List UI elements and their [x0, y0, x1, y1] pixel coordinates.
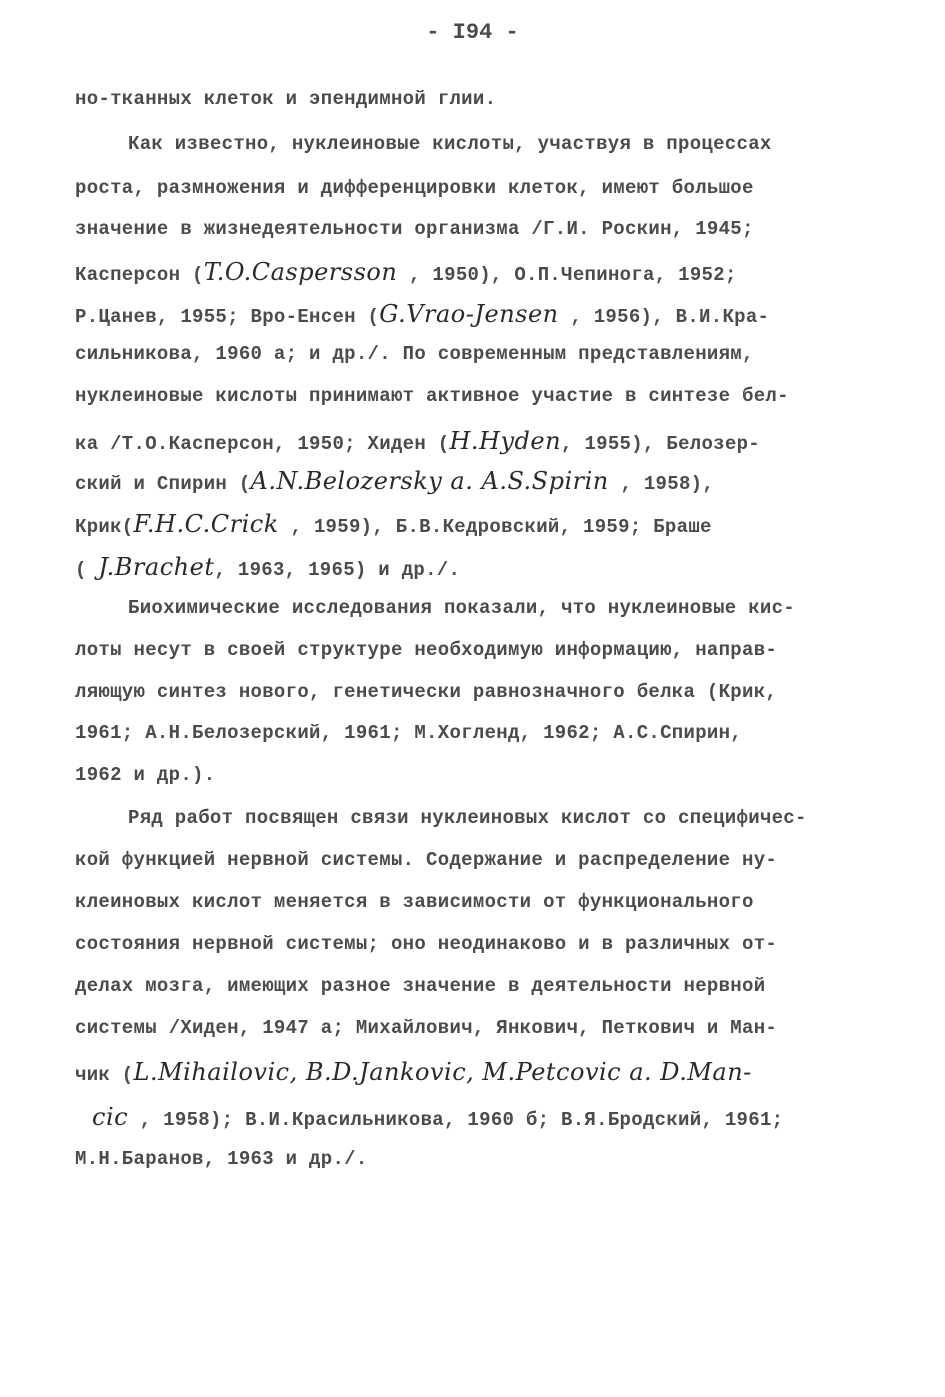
text-line: 1962 и др.). — [75, 764, 216, 786]
text-line — [75, 427, 760, 455]
typed-text: , 1958), — [608, 473, 715, 495]
text-line: значение в жизнедеятельности организма /Г.И. Роскин, 1945; — [75, 218, 754, 240]
typed-text: , 1963, 1965) и др./. — [214, 559, 461, 581]
text-line: делах мозга, имеющих разное значение в деятельности нервной — [75, 975, 766, 997]
typed-text: Крик( — [75, 516, 134, 538]
text-line: клеиновых кислот меняется в зависимости от функционального — [75, 891, 754, 913]
text-line: 1961; А.Н.Белозерский, 1961; М.Хогленд, 1962; А.С.Спирин, — [75, 722, 743, 744]
typed-text: , 1955), Белозер- — [561, 433, 760, 455]
handwritten-citation: J.Brachet — [98, 553, 215, 581]
typed-text: ( — [75, 559, 99, 581]
text-line — [75, 553, 460, 581]
text-line — [75, 467, 714, 495]
handwritten-citation: cic — [92, 1103, 129, 1131]
typed-text: , 1950), О.П.Чепинога, 1952; — [397, 264, 737, 286]
text-line: Ряд работ посвящен связи нуклеиновых кислот со специфичес- — [128, 807, 807, 829]
text-line: сильникова, 1960 а; и др./. По современным представлениям, — [75, 343, 754, 365]
text-line — [75, 510, 712, 538]
typed-text: , 1959), Б.В.Кедровский, 1959; Браше — [278, 516, 712, 538]
text-line: лоты несут в своей структуре необходимую информацию, направ- — [75, 639, 778, 661]
typed-text: , 1956), В.И.Кра- — [558, 306, 770, 328]
text-line: ляющую синтез нового, генетически равнозначного белка (Крик, — [75, 681, 778, 703]
typed-text: Касперсон ( — [75, 264, 204, 286]
text-line: Биохимические исследования показали, что нуклеиновые кис- — [128, 597, 796, 619]
handwritten-citation: H.Hyden — [449, 427, 562, 455]
typed-text: Р.Цанев, 1955; Вро-Енсен ( — [75, 306, 380, 328]
typed-text: ка /Т.О.Касперсон, 1950; Хиден ( — [75, 433, 450, 455]
text-line: роста, размножения и дифференцировки клеток, имеют большое — [75, 177, 754, 199]
text-line — [75, 258, 737, 286]
text-line: М.Н.Баранов, 1963 и др./. — [75, 1148, 368, 1170]
handwritten-citation: G.Vrao-Jensen — [379, 300, 559, 328]
typed-text: ский и Спирин ( — [75, 473, 251, 495]
text-line — [75, 1058, 752, 1086]
text-line: но-тканных клеток и эпендимной глии. — [75, 88, 497, 110]
text-line: кой функцией нервной системы. Содержание и распределение ну- — [75, 849, 778, 871]
typed-text: чик ( — [75, 1064, 134, 1086]
text-line — [92, 1103, 783, 1131]
text-line: Как известно, нуклеиновые кислоты, участвуя в процессах — [128, 133, 772, 155]
text-line: системы /Хиден, 1947 а; Михайлович, Янкович, Петкович и Ман- — [75, 1017, 778, 1039]
page-number: - I94 - — [426, 20, 519, 45]
handwritten-citation: F.H.C.Crick — [133, 510, 279, 538]
text-line — [75, 300, 769, 328]
handwritten-citation: T.O.Caspersson — [203, 258, 398, 286]
text-line: состояния нервной системы; оно неодинаково и в различных от- — [75, 933, 778, 955]
text-line: нуклеиновые кислоты принимают активное участие в синтезе бел- — [75, 385, 789, 407]
typed-text: , 1958); В.И.Красильникова, 1960 б; В.Я.Бродский, 1961; — [128, 1109, 784, 1131]
handwritten-citation: L.Mihailovic, B.D.Jankovic, M.Petcovic a. D.Man- — [133, 1058, 752, 1086]
handwritten-citation: A.N.Belozersky a. A.S.Spirin — [250, 467, 609, 495]
